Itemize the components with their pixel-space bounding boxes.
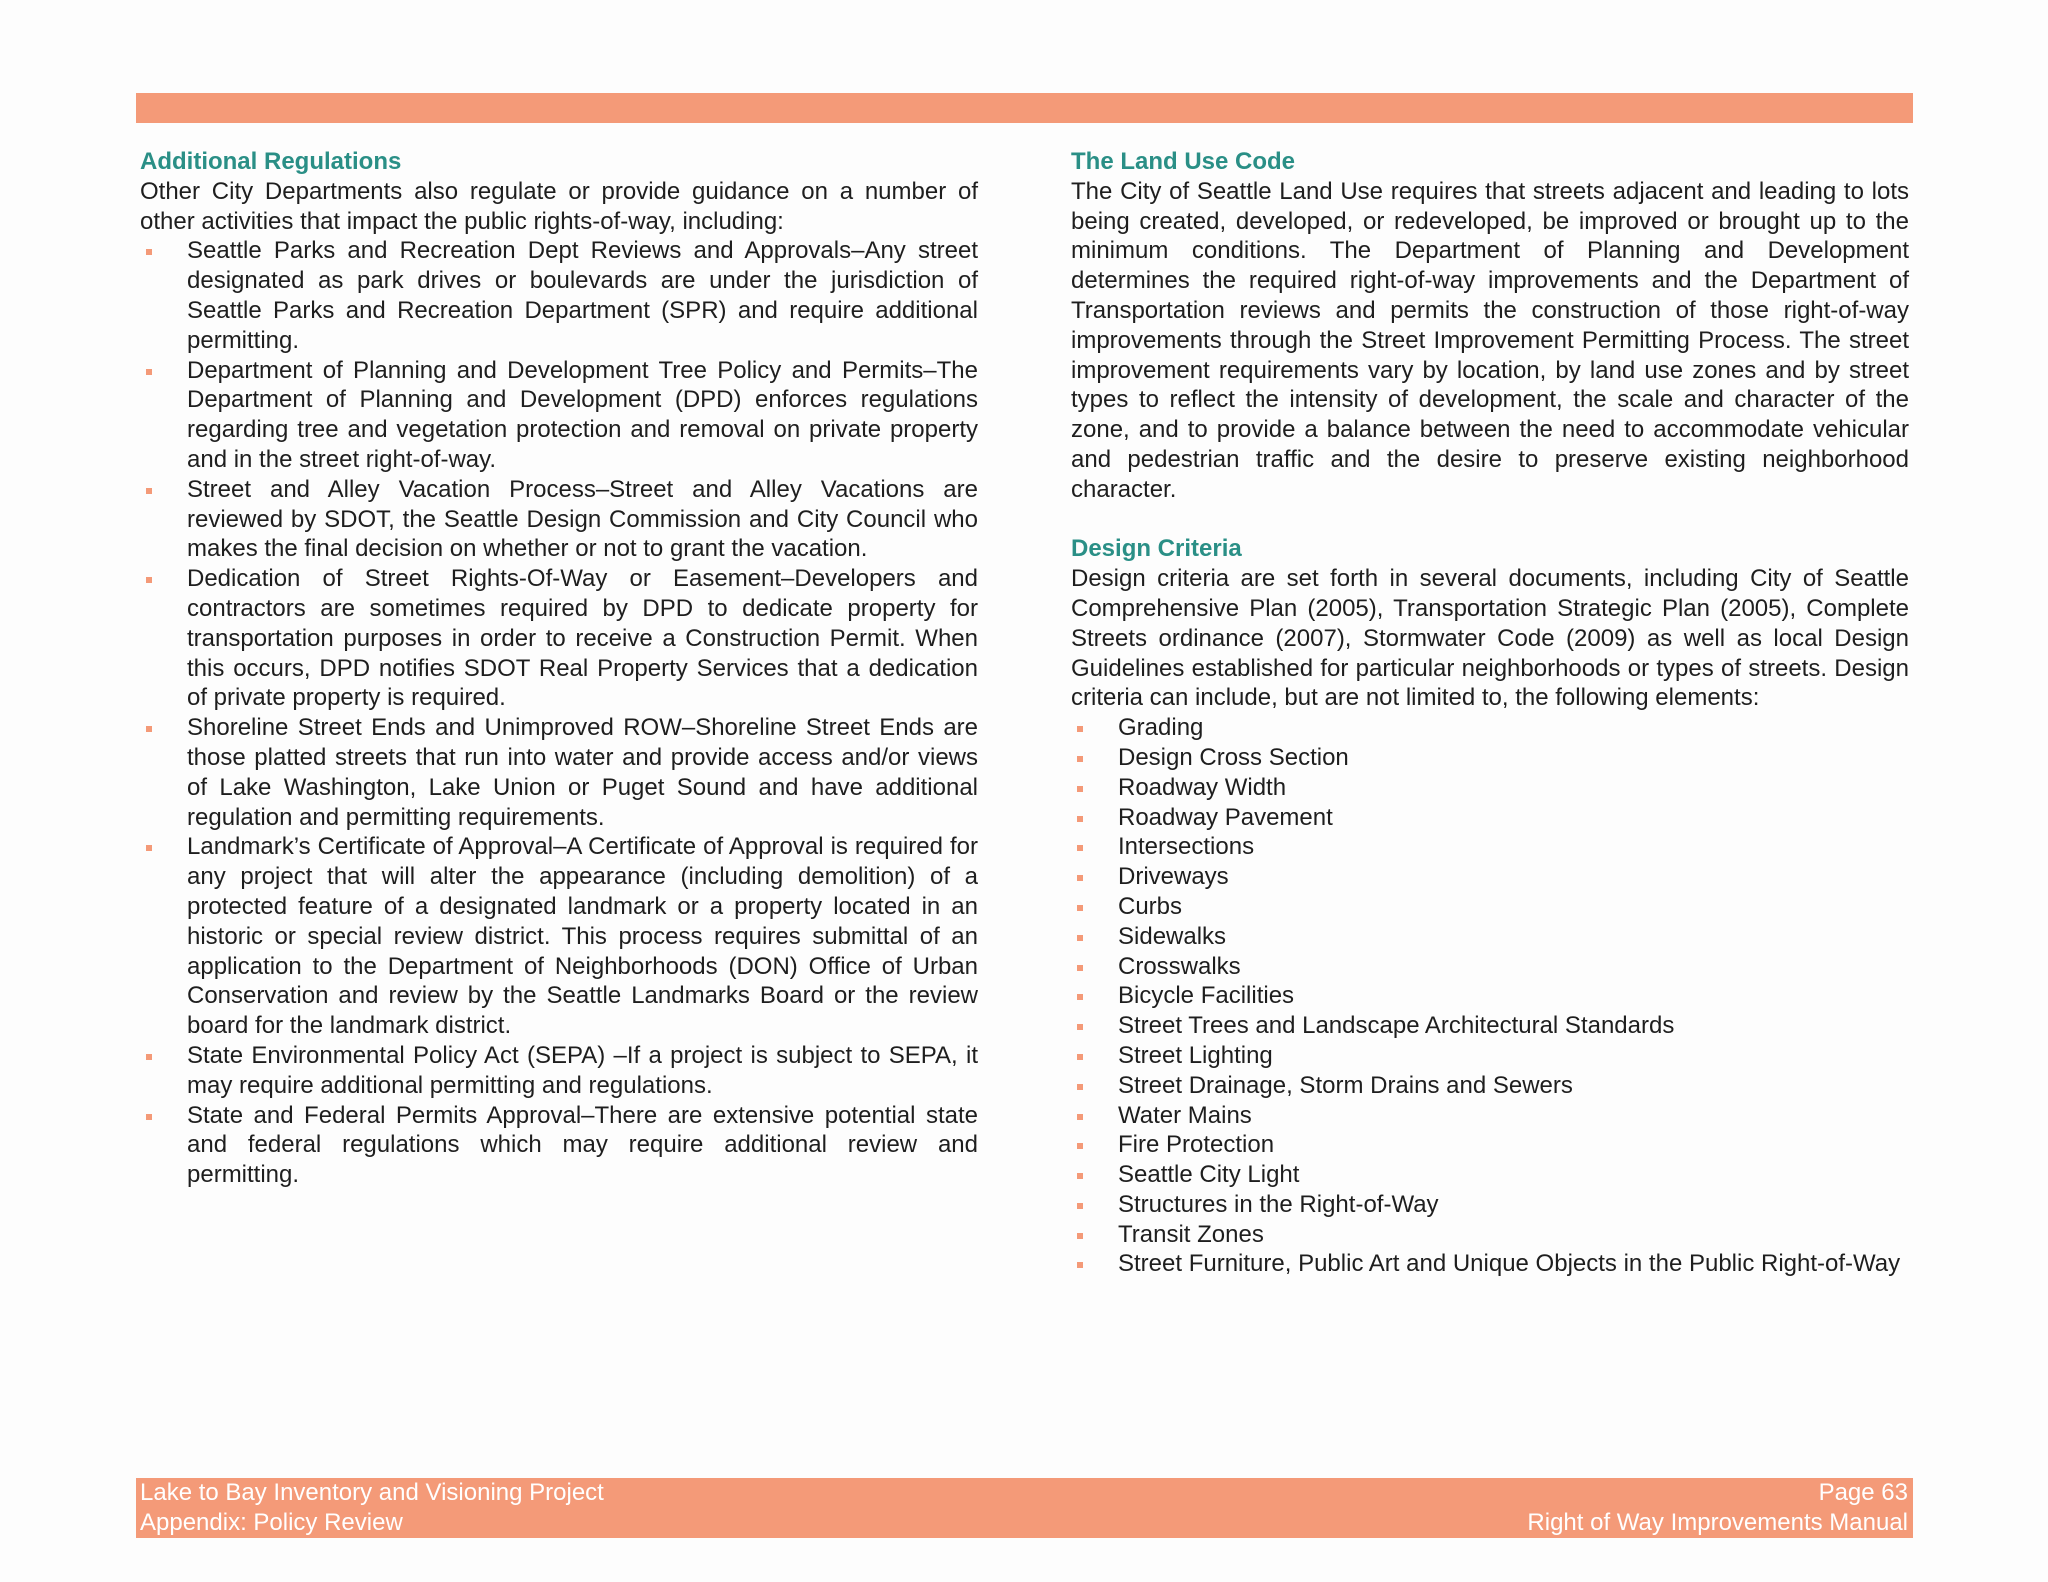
bullet-icon bbox=[1077, 1024, 1083, 1030]
list-item: Dedication of Street Rights-Of-Way or Easement–Developers and contractors are sometimes required by DPD to dedicate property for transportation purposes in order to receive a Construction Permit. When this occurs, DPD notifies SDOT Real Property Services that a dedication of private property is required. bbox=[140, 564, 978, 713]
section-spacer bbox=[1071, 505, 1909, 535]
right-column bbox=[1071, 147, 1909, 1279]
list-item: Street Trees and Landscape Architectural Standards bbox=[1071, 1011, 1909, 1041]
list-item: Department of Planning and Development Tree Policy and Permits–The Department of Planning and Development (DPD) enforces regulations regarding tree and vegetation protection and removal on private property and in the street right-of-way. bbox=[140, 356, 978, 475]
footer-manual-title: Right of Way Improvements Manual bbox=[1527, 1508, 1908, 1536]
list-item: Street Lighting bbox=[1071, 1041, 1909, 1071]
list-item: Seattle Parks and Recreation Dept Reviews and Approvals–Any street designated as park drives or boulevards are under the jurisdiction of Seattle Parks and Recreation Department (SPR) and require additional permitting. bbox=[140, 236, 978, 355]
list-item: Shoreline Street Ends and Unimproved ROW–Shoreline Street Ends are those platted streets that run into water and provide access and/or views of Lake Washington, Lake Union or Puget Sound and have additional regulation and permitting requirements. bbox=[140, 713, 978, 832]
bullet-icon bbox=[146, 249, 152, 255]
bullet-icon bbox=[146, 726, 152, 732]
design-criteria-list bbox=[1071, 713, 1909, 1279]
list-item: Roadway Width bbox=[1071, 773, 1909, 803]
bullet-icon bbox=[1077, 1173, 1083, 1179]
additional-regulations-list bbox=[140, 236, 978, 1190]
bullet-icon bbox=[1077, 786, 1083, 792]
list-item: Street Drainage, Storm Drains and Sewers bbox=[1071, 1071, 1909, 1101]
left-column bbox=[140, 147, 978, 1190]
list-item: Bicycle Facilities bbox=[1071, 981, 1909, 1011]
page-number: Page 63 bbox=[1818, 1479, 1908, 1506]
bullet-icon bbox=[146, 845, 152, 851]
bullet-icon bbox=[146, 1114, 152, 1120]
list-item: Driveways bbox=[1071, 862, 1909, 892]
bullet-icon bbox=[1077, 1084, 1083, 1090]
list-item: Landmark’s Certificate of Approval–A Certificate of Approval is required for any project that will alter the appearance (including demolition) of a protected feature of a designated landmark or a property located in an historic or special review district. This process requires submittal of an application to the Department of Neighborhoods (DON) Office of Urban Conservation and review by the Seattle Landmarks Board or the review board for the landmark district. bbox=[140, 832, 978, 1041]
bullet-icon bbox=[1077, 756, 1083, 762]
bullet-icon bbox=[146, 1054, 152, 1060]
list-item: Seattle City Light bbox=[1071, 1160, 1909, 1190]
bullet-icon bbox=[1077, 935, 1083, 941]
footer-section-title: Appendix: Policy Review bbox=[140, 1508, 403, 1536]
footer-right bbox=[1527, 1478, 1908, 1538]
bullet-icon bbox=[1077, 1262, 1083, 1268]
footer-left bbox=[140, 1478, 604, 1538]
bullet-icon bbox=[1077, 1233, 1083, 1239]
bullet-icon bbox=[1077, 994, 1083, 1000]
list-item: Intersections bbox=[1071, 832, 1909, 862]
list-item: Crosswalks bbox=[1071, 952, 1909, 982]
bullet-icon bbox=[146, 369, 152, 375]
bullet-icon bbox=[1077, 905, 1083, 911]
bullet-icon bbox=[1077, 1143, 1083, 1149]
bullet-icon bbox=[1077, 1203, 1083, 1209]
list-item: Grading bbox=[1071, 713, 1909, 743]
bullet-icon bbox=[1077, 965, 1083, 971]
bullet-icon bbox=[146, 488, 152, 494]
land-use-code-heading: The Land Use Code bbox=[1071, 148, 1296, 175]
footer-project-title: Lake to Bay Inventory and Visioning Project bbox=[140, 1479, 604, 1506]
list-item: Design Cross Section bbox=[1071, 743, 1909, 773]
list-item: State and Federal Permits Approval–There are extensive potential state and federal regulations which may require additional review and permitting. bbox=[140, 1101, 978, 1190]
bullet-icon bbox=[1077, 726, 1083, 732]
list-item: Street Furniture, Public Art and Unique Objects in the Public Right-of-Way bbox=[1071, 1249, 1909, 1279]
list-item: Curbs bbox=[1071, 892, 1909, 922]
design-criteria-paragraph: Design criteria are set forth in several documents, including City of Seattle Comprehensive Plan (2005), Transportation Strategic Plan (2005), Complete Streets ordinance (2007), Stormwater Code (2009) as well as local Design Guidelines established for particular neighborhoods or types of streets. Design criteria can include, but are not limited to, the following elements: bbox=[1071, 565, 1909, 712]
list-item: State Environmental Policy Act (SEPA) –If a project is subject to SEPA, it may require additional permitting and regulations. bbox=[140, 1041, 978, 1101]
bullet-icon bbox=[1077, 1114, 1083, 1120]
list-item: Water Mains bbox=[1071, 1101, 1909, 1131]
list-item: Transit Zones bbox=[1071, 1220, 1909, 1250]
design-criteria-heading: Design Criteria bbox=[1071, 535, 1242, 563]
additional-regulations-heading: Additional Regulations bbox=[140, 148, 402, 175]
bullet-icon bbox=[1077, 816, 1083, 822]
land-use-code-paragraph: The City of Seattle Land Use requires that streets adjacent and leading to lots being created, developed, or redeveloped, be improved or brought up to the minimum conditions. The Department of Planning and Development determines the required right-of-way improvements and the Department of Transportation reviews and permits the construction of those right-of-way improvements through the Street Improvement Permitting Process. The street improvement requirements vary by location, by land use zones and by street types to reflect the intensity of development, the scale and character of the zone, and to provide a balance between the need to accommodate vehicular and pedestrian traffic and the desire to preserve existing neighborhood character. bbox=[1071, 177, 1909, 503]
list-item: Structures in the Right-of-Way bbox=[1071, 1190, 1909, 1220]
list-item: Fire Protection bbox=[1071, 1130, 1909, 1160]
bullet-icon bbox=[1077, 1054, 1083, 1060]
header-bar bbox=[136, 93, 1913, 123]
bullet-icon bbox=[1077, 845, 1083, 851]
bullet-icon bbox=[1077, 875, 1083, 881]
list-item: Roadway Pavement bbox=[1071, 803, 1909, 833]
bullet-icon bbox=[146, 577, 152, 583]
additional-regulations-intro: Other City Departments also regulate or provide guidance on a number of other activities that impact the public rights-of-way, including: bbox=[140, 177, 978, 235]
footer-bar bbox=[136, 1478, 1913, 1538]
list-item: Sidewalks bbox=[1071, 922, 1909, 952]
list-item: Street and Alley Vacation Process–Street and Alley Vacations are reviewed by SDOT, the Seattle Design Commission and City Council who makes the final decision on whether or not to grant the vacation. bbox=[140, 475, 978, 564]
